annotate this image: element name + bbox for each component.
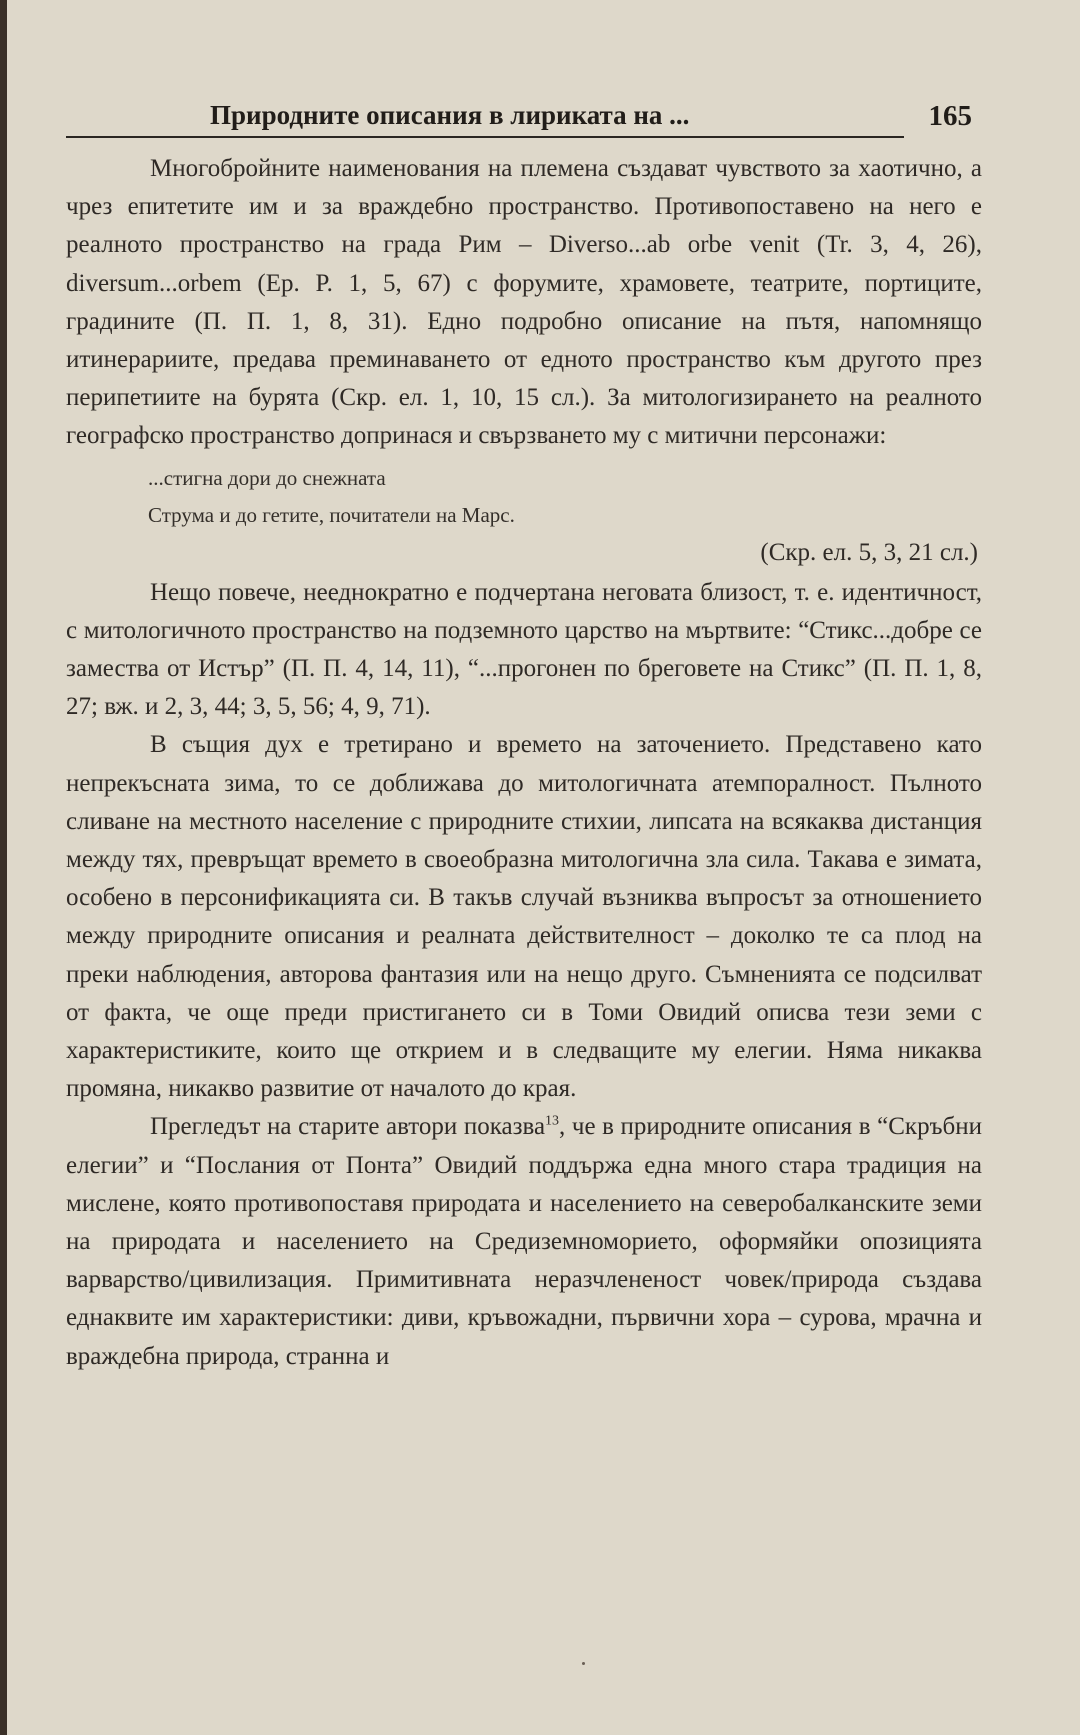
paper-speck	[582, 1662, 585, 1665]
verse-quote-line-2: Струма и до гетите, почитатели на Марс.	[148, 502, 515, 527]
footnote-marker: 13	[545, 1114, 560, 1130]
running-header	[66, 96, 972, 142]
running-header-title: Природните описания в лириката на ...	[210, 100, 690, 130]
paragraph-old-authors-start: Прегледът на старите автори показва	[150, 1113, 546, 1141]
verse-quote	[148, 460, 982, 534]
paragraph-underworld: Нещо повече, нееднократно е подчертана неговата близост, т. е. идентичност, с митологичното пространство на подземното царство на мъртвите: “Стикс...добре се замества от Истър” (П. П. 4, 14, 11), “...прогонен по бреговете на Стикс” (П. П. 1, 8, 27; вж. и 2, 3, 44; 3, 5, 56; 4, 9, 71).	[66, 578, 982, 721]
body-text	[66, 150, 982, 1376]
header-rule	[66, 136, 904, 138]
verse-quote-reference: (Скр. ел. 5, 3, 21 сл.)	[760, 538, 978, 566]
paragraph-old-authors	[66, 1108, 982, 1375]
page-number: 165	[928, 100, 972, 132]
verse-quote-line-1: ...стигна дори до снежната	[148, 465, 386, 490]
paragraph-tribes-space: Многобройните наименования на племена създават чувството за хаотично, а чрез епитетите им и за враждебно пространство. Противопоставено на него е реалното пространство на града Рим – Diverso...ab orbe venit (Tr. 3, 4, 26), diversum...orbem (Ep. P. 1, 5, 67) с форумите, храмовете, театрите, портиците, градините (П. П. 1, 8, 31). Едно подробно описание на пътя, напомнящо итинерариите, предава преминаването от едното пространство към другото през перипетиите на бурята (Скр. ел. 1, 10, 15 сл.). За митологизирането на реалното географско пространство допринася и свързването му с митични персонажи:	[66, 155, 982, 450]
book-binding-edge	[0, 0, 7, 1735]
paragraph-old-authors-rest: , че в природните описания в “Скръбни елегии” и “Послания от Понта” Овидий поддържа една много стара традиция на мислене, която противопоставя природата и населението на северобалканските земи на природата и населението на Средиземноморието, оформяйки опозицията варварство/цивилизация. Примитивната неразчлененост човек/природа създава еднаквите им характеристики: диви, кръвожадни, първични хора – сурова, мрачна и враждебна природа, странна и	[66, 1113, 982, 1370]
paragraph-time-of-exile: В същия дух е третирано и времето на заточението. Представено като непрекъсната зима, то се доближава до митологичната атемпоралност. Пълното сливане на местното население с природните стихии, липсата на всякаква дистанция между тях, превръщат времето в своеобразна митологична зла сила. Такава е зимата, особено в персонификацията си. В такъв случай възниква въпросът за отношението между природните описания и реалната действителност – доколко те са плод на преки наблюдения, авторова фантазия или на нещо друго. Съмненията се подсилват от факта, че още преди пристигането си в Томи Овидий описва тези земи с характеристиките, които ще открием и в следващите му елегии. Няма никаква промяна, никакво развитие от началото до края.	[66, 731, 982, 1103]
